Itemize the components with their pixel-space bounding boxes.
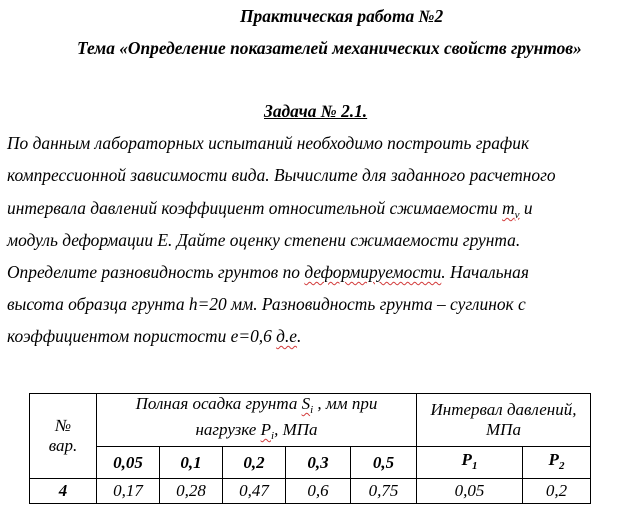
settlement-cell: 0,28 (160, 479, 223, 504)
task-text-line (7, 198, 533, 225)
symbol-letter: P (461, 449, 472, 469)
symbol-letter: P (548, 449, 559, 469)
load-cell: 0,1 (160, 447, 223, 479)
symbol-letter: m (502, 198, 515, 218)
load-cell: 0,3 (286, 447, 351, 479)
load-cell: 0,5 (351, 447, 417, 479)
symbol-letter: P (260, 420, 271, 439)
interval-header-line: МПа (486, 420, 521, 439)
table-row (30, 479, 591, 504)
variant-header-line: № (54, 416, 72, 435)
page-title: Практическая работа №2 (240, 6, 444, 26)
settlement-header-line (97, 420, 416, 446)
topic-title: Тема «Определение показателей механических свойств грунтов» (77, 38, 582, 58)
settlement-cell: 0,17 (97, 479, 160, 504)
symbol-letter: S (301, 394, 311, 413)
task-text-line (7, 262, 529, 282)
symbol-subscript: 1 (471, 459, 478, 472)
header-fragment: нагрузке (195, 420, 261, 439)
settlement-header-cell (97, 394, 417, 447)
symbol-subscript: v (514, 209, 520, 221)
p1-header-cell (417, 447, 523, 479)
variant-header-line: вар. (48, 436, 78, 455)
task-text-fragment: Определите разновидность грунтов по (7, 262, 305, 282)
spellcheck-word: деформируемости (304, 262, 442, 282)
symbol-mv (502, 198, 520, 221)
interval-header-cell (417, 394, 591, 447)
table-subheader-row (30, 447, 591, 479)
p2-header-cell (523, 447, 591, 479)
task-label: Задача № 2.1. (264, 101, 368, 121)
settlement-header-line (97, 394, 416, 420)
task-text-line: высота образца грунта h=20 мм. Разновидность грунта – суглинок с (7, 294, 526, 314)
task-text-fragment: . (297, 326, 302, 346)
task-text-fragment: и (519, 198, 533, 218)
settlement-cell: 0,6 (286, 479, 351, 504)
header-fragment: Полная осадка грунта (135, 394, 302, 413)
task-text-line: модуль деформации Е. Дайте оценку степени сжимаемости грунта. (7, 230, 521, 250)
load-cell: 0,05 (97, 447, 160, 479)
table-header-row (30, 394, 591, 447)
symbol-subscript: 2 (558, 459, 565, 472)
variant-cell: 4 (30, 479, 97, 504)
symbol-si (301, 394, 314, 416)
p2-value-cell: 0,2 (523, 479, 591, 504)
interval-header-line: Интервал давлений, (430, 400, 577, 419)
variant-header-cell (30, 394, 97, 479)
task-text-line (7, 326, 301, 346)
symbol-subscript: i (271, 430, 275, 442)
task-text-fragment: . Начальная (441, 262, 529, 282)
header-fragment: , мм при (313, 394, 378, 413)
task-text-fragment: коэффициентом пористости е=0,6 (7, 326, 277, 346)
task-text-line: По данным лабораторных испытаний необходимо построить график (7, 133, 530, 153)
symbol-pi (260, 420, 275, 442)
settlement-cell: 0,75 (351, 479, 417, 504)
task-text-fragment: интервала давлений коэффициент относительной сжимаемости (7, 198, 503, 218)
symbol-subscript: i (310, 404, 314, 416)
p1-value-cell: 0,05 (417, 479, 523, 504)
header-fragment: , МПа (274, 420, 318, 439)
data-table (29, 393, 591, 504)
spellcheck-word: д.е (276, 326, 298, 346)
settlement-cell: 0,47 (223, 479, 286, 504)
task-text-line: компрессионной зависимости вида. Вычислите для заданного расчетного (7, 165, 556, 185)
load-cell: 0,2 (223, 447, 286, 479)
